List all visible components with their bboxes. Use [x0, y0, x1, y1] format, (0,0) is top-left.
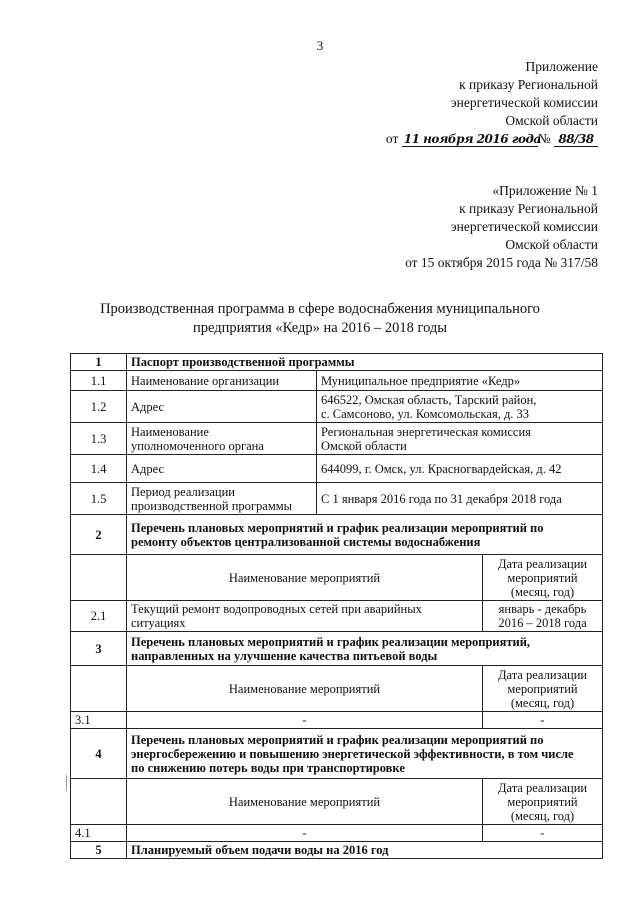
activity-date: -: [483, 825, 603, 842]
from-prefix: от: [385, 131, 399, 146]
handwritten-date: 11 ноября 2016 года: [403, 132, 541, 146]
row-value: [317, 391, 603, 423]
activity-date: [483, 601, 603, 632]
name-line: Текущий ремонт водопроводных сетей при аварийных: [131, 602, 422, 616]
title-line: предприятия «Кедр» на 2016 – 2018 годы: [192, 320, 448, 336]
title-line: энергосбережению и повышению энергетической эффективности, в том числе: [131, 746, 574, 761]
activity-name: -: [127, 825, 483, 842]
row-number: 1.5: [71, 483, 127, 515]
label-line: уполномоченного органа: [131, 438, 264, 453]
section-1-header: [71, 354, 603, 371]
table-row: [71, 371, 603, 391]
table-row: [71, 423, 603, 455]
value-line: Омской области: [321, 438, 407, 453]
row-label: [127, 423, 317, 455]
table-row: [71, 825, 603, 842]
column-header-row: [71, 555, 603, 601]
col-header-date: [483, 555, 603, 601]
table-row: [71, 601, 603, 632]
row-value: 644099, г. Омск, ул. Красногвардейская, д. 42: [317, 455, 603, 483]
row-value: [317, 423, 603, 455]
header-line: (месяц, год): [510, 584, 575, 599]
section-title: [127, 515, 603, 555]
reference-line: «Приложение № 1: [492, 183, 598, 198]
label-line: Период реализации: [131, 484, 235, 499]
row-value: С 1 января 2016 года по 31 декабря 2018 года: [317, 483, 603, 515]
label-line: производственной программы: [131, 498, 293, 513]
page-number: 3: [316, 38, 324, 53]
appendix-line: к приказу Региональной: [459, 77, 598, 92]
col-header-name: Наименование мероприятий: [127, 666, 483, 712]
row-number: 1.3: [71, 423, 127, 455]
date-line: январь - декабрь: [498, 602, 587, 616]
section-title: Паспорт производственной программы: [127, 354, 603, 371]
activity-date: -: [483, 712, 603, 729]
activity-name: [127, 601, 483, 632]
empty-cell: [71, 779, 127, 825]
title-line: направленных на улучшение качества питьевой воды: [131, 648, 438, 663]
value-line: 646522, Омская область, Тарский район,: [321, 392, 537, 407]
row-label: Адрес: [127, 391, 317, 423]
header-line: (месяц, год): [510, 808, 575, 823]
title-line: Перечень плановых мероприятий и график реализации мероприятий,: [131, 634, 531, 649]
appendix-line: энергетической комиссии: [450, 95, 598, 110]
column-header-row: [71, 779, 603, 825]
title-line: ремонту объектов централизованной системы водоснабжения: [131, 534, 481, 549]
date-line: 2016 – 2018 года: [498, 616, 587, 630]
title-line: по снижению потерь воды при транспортировке: [131, 760, 405, 775]
row-number: 4.1: [71, 825, 127, 842]
row-number: 1.4: [71, 455, 127, 483]
title-line: Производственная программа в сфере водоснабжения муниципального: [100, 301, 540, 317]
section-number: 2: [71, 515, 127, 555]
reference-line: Омской области: [505, 237, 598, 252]
section-title: Планируемый объем подачи воды на 2016 год: [127, 842, 603, 859]
header-line: (месяц, год): [510, 695, 575, 710]
handwritten-number: 88/38: [554, 133, 598, 147]
title-line: Перечень плановых мероприятий и график реализации мероприятий по: [131, 520, 544, 535]
row-number: 2.1: [71, 601, 127, 632]
row-label: Адрес: [127, 455, 317, 483]
header-line: мероприятий: [507, 794, 578, 809]
section-3-header: [71, 632, 603, 666]
section-5-header: [71, 842, 603, 859]
header-line: Дата реализации: [497, 780, 588, 795]
section-4-header: [71, 729, 603, 779]
section-title: [127, 729, 603, 779]
appendix-date-line: [300, 130, 598, 148]
row-label: Наименование организации: [127, 371, 317, 391]
table-row: [71, 483, 603, 515]
document-title: [60, 300, 580, 338]
row-number: 1.2: [71, 391, 127, 423]
column-header-row: [71, 666, 603, 712]
reference-line: энергетической комиссии: [450, 219, 598, 234]
number-prefix: №: [537, 131, 551, 146]
reference-line: к приказу Региональной: [459, 201, 598, 216]
value-line: Региональная энергетическая комиссия: [321, 424, 531, 439]
col-header-name: Наименование мероприятий: [127, 779, 483, 825]
row-value: Муниципальное предприятие «Кедр»: [317, 371, 603, 391]
col-header-name: Наименование мероприятий: [127, 555, 483, 601]
table-row: [71, 712, 603, 729]
section-number: 1: [71, 354, 127, 371]
header-line: мероприятий: [507, 570, 578, 585]
empty-cell: [71, 666, 127, 712]
program-table: [70, 353, 603, 859]
section-number: 4: [71, 729, 127, 779]
value-line: с. Самсоново, ул. Комсомольская, д. 33: [321, 406, 530, 421]
appendix-line: Приложение: [525, 59, 598, 74]
row-number: 3.1: [71, 712, 127, 729]
header-line: Дата реализации: [497, 667, 588, 682]
col-header-date: [483, 779, 603, 825]
table-row: [71, 391, 603, 423]
header-line: Дата реализации: [497, 556, 588, 571]
section-title: [127, 632, 603, 666]
activity-name: -: [127, 712, 483, 729]
appendix-header: [300, 58, 598, 148]
table-row: [71, 455, 603, 483]
empty-cell: [71, 555, 127, 601]
section-number: 3: [71, 632, 127, 666]
title-line: Перечень плановых мероприятий и график реализации мероприятий по: [131, 732, 544, 747]
row-label: [127, 483, 317, 515]
label-line: Наименование: [131, 424, 209, 439]
reference-line: от 15 октября 2015 года № 317/58: [405, 255, 598, 270]
col-header-date: [483, 666, 603, 712]
name-line: ситуациях: [131, 616, 186, 630]
reference-header: [300, 182, 598, 272]
row-number: 1.1: [71, 371, 127, 391]
section-2-header: [71, 515, 603, 555]
section-number: 5: [71, 842, 127, 859]
appendix-line: Омской области: [505, 113, 598, 128]
header-line: мероприятий: [507, 681, 578, 696]
